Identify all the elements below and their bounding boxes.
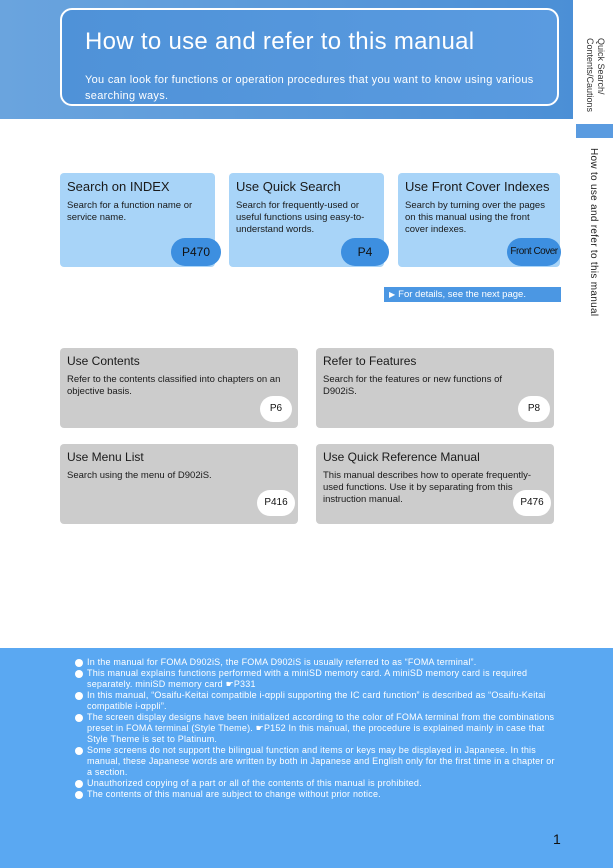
note-text: In this manual, “Osaifu-Keitai compatible i-αppli supporting the IC card function” is described as “Osaifu-Keitai compatible i-αppli”. [87, 690, 546, 711]
card-title: Refer to Features [323, 354, 417, 368]
note-item [75, 745, 555, 778]
card-title: Search on INDEX [67, 179, 170, 194]
play-arrow-icon: ▶ [389, 290, 396, 299]
card-title: Use Front Cover Indexes [405, 179, 550, 194]
card-text: Search using the menu of D902iS. [67, 470, 212, 481]
side-section-label[interactable]: How to use and refer to this manual [588, 148, 599, 317]
page-ref-badge[interactable]: P470 [171, 238, 221, 266]
card-text: Search for a function name or service name. [67, 200, 193, 223]
card-title: Use Menu List [67, 450, 144, 464]
card-text: This manual describes how to operate frequently-used functions. Use it by separating from this instruction manual. [323, 470, 532, 505]
note-text: The contents of this manual are subject to change without prior notice. [87, 789, 381, 799]
note-text: In the manual for FOMA D902iS, the FOMA D902iS is usually referred to as “FOMA terminal”. [87, 657, 477, 667]
page-ref-badge[interactable]: P8 [518, 396, 550, 422]
note-item [75, 668, 555, 690]
page-number: 1 [553, 831, 561, 847]
bullet-icon [75, 747, 83, 755]
note-item [75, 657, 555, 668]
side-tab-marker [576, 124, 613, 138]
note-item [75, 789, 555, 800]
page-ref-badge[interactable]: Front Cover [507, 238, 561, 266]
details-link[interactable] [384, 287, 561, 302]
note-item [75, 712, 555, 745]
note-item [75, 690, 555, 712]
note-item [75, 778, 555, 789]
header-band [0, 0, 573, 119]
card-title: Use Quick Reference Manual [323, 450, 480, 464]
bullet-icon [75, 670, 83, 678]
note-text: The screen display designs have been initialized according to the color of FOMA terminal from the combinations preset in FOMA terminal (Style Theme). ☛P152 In this manual, the procedure is explained mainly in case that Style Theme is set to Platinum. [87, 712, 555, 744]
card-text: Search for frequently-used or useful functions using easy-to-understand words. [236, 200, 365, 235]
page-ref-badge[interactable]: P6 [260, 396, 292, 422]
card-title: Use Contents [67, 354, 140, 368]
bullet-icon [75, 659, 83, 667]
card-text: Refer to the contents classified into chapters on an objective basis. [67, 374, 281, 397]
card-title: Use Quick Search [236, 179, 341, 194]
card-text: Search for the features or new functions of D902iS. [323, 374, 503, 397]
bullet-icon [75, 791, 83, 799]
bullet-icon [75, 780, 83, 788]
note-text: Unauthorized copying of a part or all of the contents of this manual is prohibited. [87, 778, 422, 788]
page-title: How to use and refer to this manual [85, 28, 475, 55]
details-link-label: For details, see the next page. [398, 289, 526, 300]
header-box [60, 8, 559, 106]
notes-list [75, 657, 555, 800]
bullet-icon [75, 692, 83, 700]
page-ref-badge[interactable]: P4 [341, 238, 389, 266]
side-tab-top-label[interactable]: Quick Search/ Contents/Cautions [585, 38, 606, 113]
page-description: You can look for functions or operation procedures that you want to know using various searching ways. [85, 74, 534, 102]
page-ref-badge[interactable]: P416 [257, 490, 295, 516]
card-refer-features[interactable] [316, 348, 554, 428]
note-text: Some screens do not support the bilingual function and items or keys may be displayed in Japanese. In this manual, these Japanese words are written by both in Japanese and English only for the first time in a chapter or a section. [87, 745, 555, 777]
bullet-icon [75, 714, 83, 722]
page-ref-badge[interactable]: P476 [513, 490, 551, 516]
note-text: This manual explains functions performed with a miniSD memory card. A miniSD memory card is required separately. miniSD memory card ☛P331 [87, 668, 528, 689]
card-text: Search by turning over the pages on this manual using the front cover indexes. [405, 200, 545, 235]
